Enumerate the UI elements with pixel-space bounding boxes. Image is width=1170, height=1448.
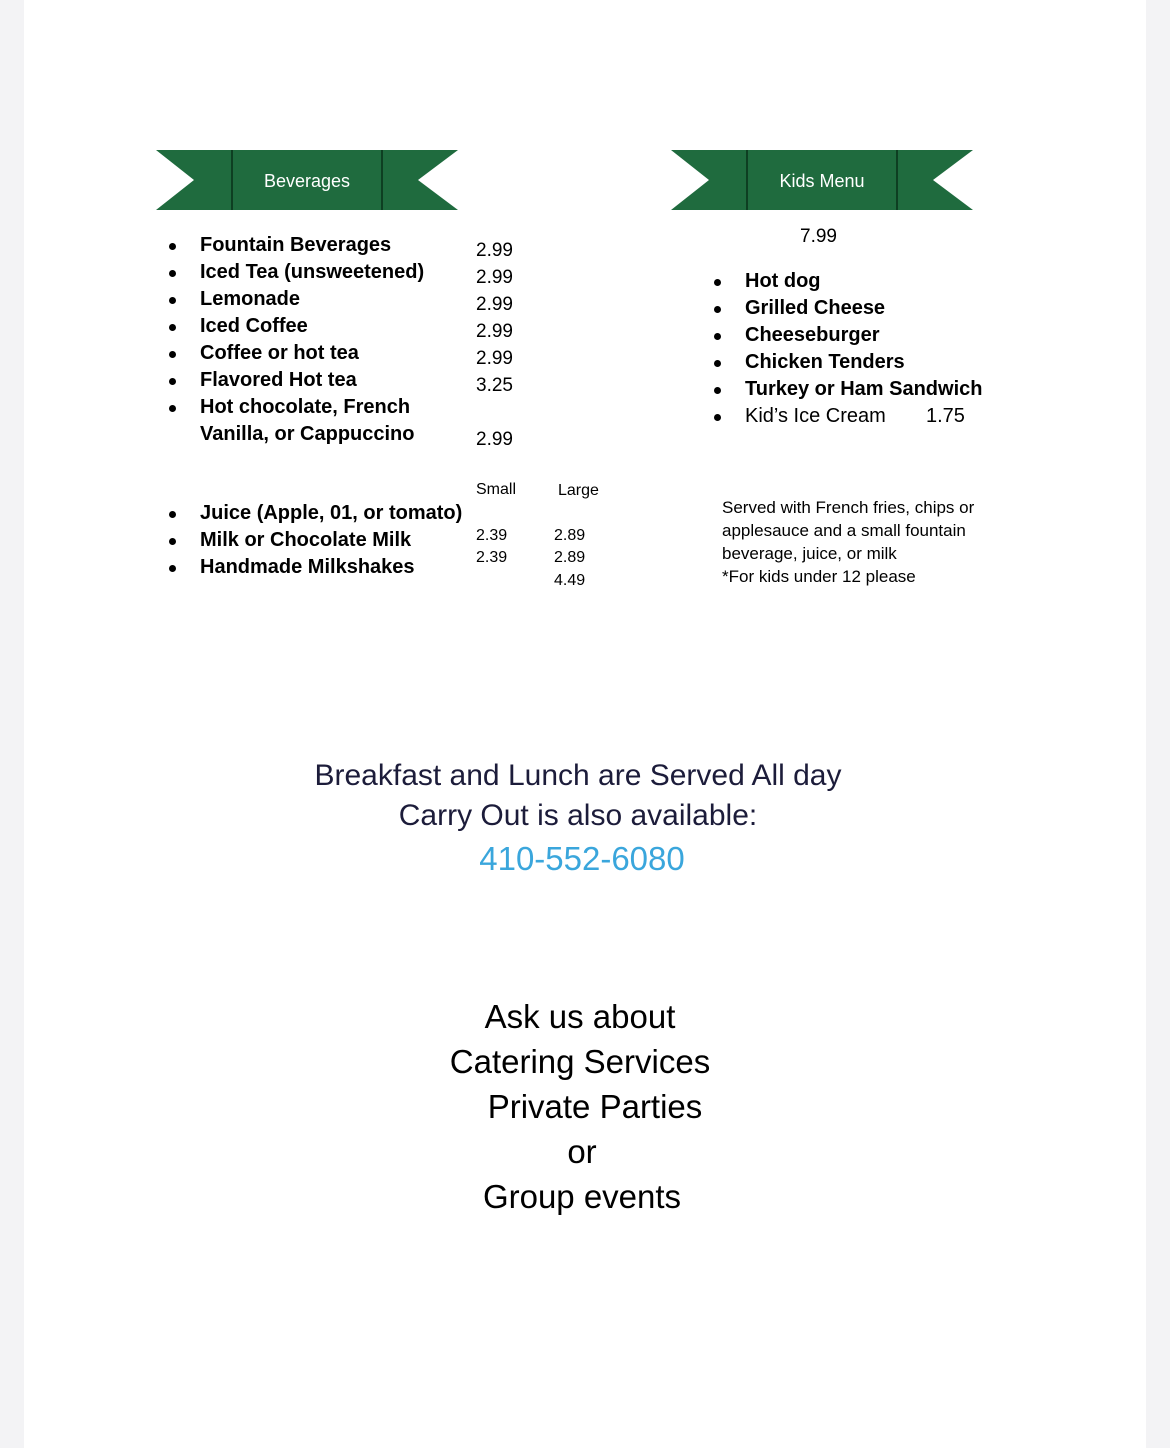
kids-item: Cheeseburger — [745, 322, 1005, 349]
small-price: 2.39 — [476, 527, 508, 544]
large-price: 2.89 — [554, 549, 586, 566]
beverage-price: 2.99 — [476, 240, 513, 261]
ask-line: Ask us about — [484, 998, 676, 1035]
size-header-small: Small — [476, 481, 517, 498]
phone-number[interactable]: 410-552-6080 — [479, 840, 685, 877]
kids-item: Hot dog — [745, 268, 1005, 295]
beverages-banner — [156, 150, 458, 212]
beverage-price: 2.99 — [476, 321, 513, 342]
kids-menu-title: Kids Menu — [779, 170, 865, 191]
kids-menu-list — [745, 268, 1005, 430]
ice-cream-name: Kid’s Ice Cream — [745, 405, 886, 427]
kids-menu-note — [722, 496, 1012, 588]
size-header-large: Large — [558, 482, 599, 499]
kids-menu-banner — [671, 150, 973, 212]
small-price: 2.39 — [476, 549, 508, 566]
kids-item-ice-cream — [745, 403, 1005, 430]
beverage-item: Iced Tea (unsweetened) — [200, 259, 470, 286]
note-line: applesauce and a small fountain — [722, 521, 966, 540]
ice-cream-price: 1.75 — [926, 405, 965, 427]
beverage-item: Iced Coffee — [200, 313, 470, 340]
beverages-title: Beverages — [263, 170, 351, 191]
beverage-item: Fountain Beverages — [200, 232, 470, 259]
sized-beverage-list — [200, 500, 470, 581]
carry-out-text: Carry Out is also available: — [398, 799, 758, 832]
service-info — [0, 756, 1170, 882]
ask-us-block — [0, 994, 1170, 1219]
beverage-item: Juice (Apple, 01, or tomato) — [200, 500, 470, 527]
beverage-item: Coffee or hot tea — [200, 340, 470, 367]
kids-menu-price: 7.99 — [800, 226, 837, 247]
beverage-price: 2.99 — [476, 267, 513, 288]
menu-page — [24, 0, 1146, 1448]
beverage-item: Milk or Chocolate Milk — [200, 527, 470, 554]
note-line: *For kids under 12 please — [722, 567, 916, 586]
kids-item: Grilled Cheese — [745, 295, 1005, 322]
kids-item: Turkey or Ham Sandwich — [745, 376, 1005, 403]
beverage-price: 2.99 — [476, 294, 513, 315]
large-price: 4.49 — [554, 572, 586, 589]
ask-line: Catering Services — [449, 1043, 711, 1080]
large-price: 2.89 — [554, 527, 586, 544]
ask-line: or — [567, 1133, 597, 1170]
beverage-item: Hot chocolate, French Vanilla, or Cappuccino — [200, 394, 420, 448]
kids-item: Chicken Tenders — [745, 349, 1005, 376]
beverage-price: 2.99 — [476, 429, 513, 450]
beverage-item: Handmade Milkshakes — [200, 554, 470, 581]
note-line: beverage, juice, or milk — [722, 544, 897, 563]
note-line: Served with French fries, chips or — [722, 498, 975, 517]
beverage-price: 3.25 — [476, 375, 513, 396]
beverage-list — [200, 232, 470, 448]
ask-line: Group events — [482, 1178, 682, 1215]
ask-line: Private Parties — [487, 1088, 703, 1125]
beverage-price: 2.99 — [476, 348, 513, 369]
served-all-day-text: Breakfast and Lunch are Served All day — [314, 759, 842, 792]
beverage-item: Flavored Hot tea — [200, 367, 470, 394]
beverage-item: Lemonade — [200, 286, 470, 313]
